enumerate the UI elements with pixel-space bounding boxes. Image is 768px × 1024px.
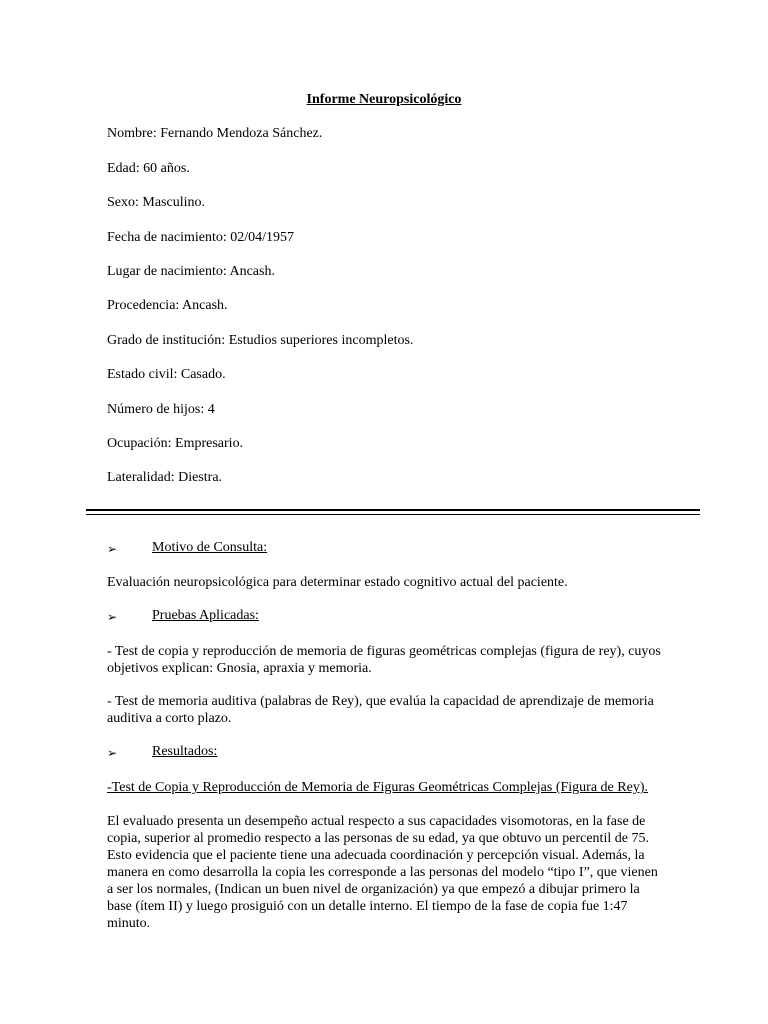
pruebas-item-2: - Test de memoria auditiva (palabras de Rey), que evalúa la capacidad de aprendizaje de memoria auditiva a corto plazo.	[107, 694, 654, 726]
field-lugar-nacimiento: Lugar de nacimiento: Ancash.	[107, 264, 275, 279]
field-numero-hijos: Número de hijos: 4	[107, 402, 215, 417]
resultados-paragraph: El evaluado presenta un desempeño actual respecto a sus capacidades visomotoras, en la fase de copia, superior al promedio respecto a las personas de su edad, ya que obtuvo un percentil de 75. Esto evidencia que el paciente tiene una adecuada coordinación y percepción visual. Además, la manera en como desarrolla la copia les corresponde a las personas del modelo “tipo I”, que vienen a ser los normales, (Indican un buen nivel de organización) ya que empezó a dibujar primero la base (ítem II) y luego prosiguió con un detalle interno. El tiempo de la fase de copia fue 1:47 minuto.	[107, 814, 658, 931]
field-grado-institucion: Grado de institución: Estudios superiores incompletos.	[107, 333, 414, 348]
resultados-subheading: -Test de Copia y Reproducción de Memoria de Figuras Geométricas Complejas (Figura de Rey).	[107, 780, 648, 795]
bullet-arrow-icon: ➢	[107, 746, 118, 760]
field-procedencia: Procedencia: Ancash.	[107, 298, 228, 313]
field-fecha-nacimiento: Fecha de nacimiento: 02/04/1957	[107, 230, 295, 245]
field-nombre: Nombre: Fernando Mendoza Sánchez.	[107, 126, 323, 141]
section-heading-resultados: Resultados:	[152, 744, 218, 759]
section-heading-pruebas: Pruebas Aplicadas:	[152, 608, 259, 623]
field-sexo: Sexo: Masculino.	[107, 195, 205, 210]
section-heading-motivo: Motivo de Consulta:	[152, 540, 268, 555]
divider-line	[86, 509, 700, 511]
field-edad: Edad: 60 años.	[107, 161, 190, 176]
field-estado-civil: Estado civil: Casado.	[107, 367, 226, 382]
bullet-arrow-icon: ➢	[107, 610, 118, 624]
motivo-text: Evaluación neuropsicológica para determinar estado cognitivo actual del paciente.	[107, 575, 568, 590]
document-title: Informe Neuropsicológico	[306, 92, 462, 107]
divider-line	[86, 514, 700, 515]
bullet-arrow-icon: ➢	[107, 542, 118, 556]
field-lateralidad: Lateralidad: Diestra.	[107, 470, 223, 485]
field-ocupacion: Ocupación: Empresario.	[107, 436, 244, 451]
pruebas-item-1: - Test de copia y reproducción de memoria de figuras geométricas complejas (figura de rey), cuyos objetivos explican: Gnosia, apraxia y memoria.	[107, 644, 661, 676]
